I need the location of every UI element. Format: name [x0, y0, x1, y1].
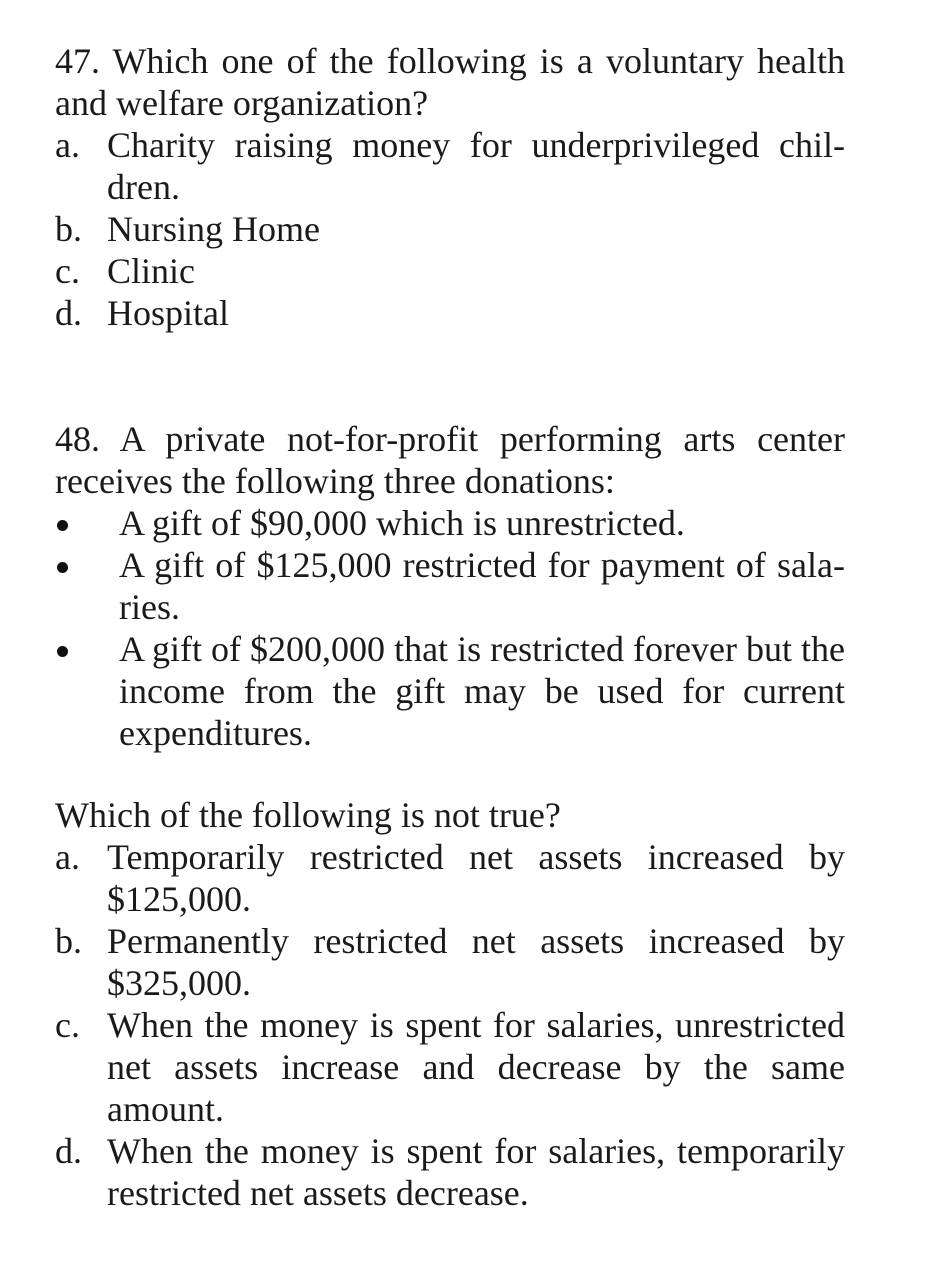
- question-48-option-a: [55, 836, 845, 920]
- donation-text: A gift of $90,000 which is unrestricted.: [119, 503, 685, 543]
- donation-item: [55, 544, 845, 628]
- option-text: Permanently restricted net assets increased by $325,000.: [107, 921, 845, 1003]
- question-48-option-c: [55, 1004, 845, 1130]
- document-page: [55, 40, 845, 1214]
- spacer: [55, 334, 845, 418]
- donation-text: A gift of $125,000 restricted for payment of sala-ries.: [119, 545, 845, 627]
- donation-text: A gift of $200,000 that is restricted forever but the income from the gift may be used for current expenditures.: [119, 629, 845, 753]
- spacer: [55, 754, 845, 794]
- question-48-sub-prompt: Which of the following is not true?: [55, 795, 561, 835]
- option-text: When the money is spent for salaries, temporarily restricted net assets decrease.: [107, 1131, 845, 1213]
- option-text: Clinic: [107, 251, 195, 291]
- question-47-prompt: 47. Which one of the following is a voluntary health and welfare organization?: [55, 41, 845, 123]
- question-47-options: [55, 124, 845, 334]
- bullet-icon: [55, 544, 119, 586]
- option-letter: b.: [55, 921, 82, 961]
- question-47-option-c: [55, 250, 845, 292]
- option-letter: d.: [55, 293, 82, 333]
- option-text: Charity raising money for underprivileged chil-dren.: [107, 125, 845, 207]
- option-text: Temporarily restricted net assets increased by $125,000.: [107, 837, 845, 919]
- question-48-option-b: [55, 920, 845, 1004]
- question-47: [55, 40, 845, 334]
- bullet-icon: [55, 502, 119, 544]
- option-letter: a.: [55, 837, 80, 877]
- option-letter: c.: [55, 251, 80, 291]
- option-text: When the money is spent for salaries, unrestricted net assets increase and decrease by the same amount.: [107, 1005, 845, 1129]
- option-letter: b.: [55, 209, 82, 249]
- option-letter: a.: [55, 125, 80, 165]
- question-48-options: [55, 836, 845, 1214]
- option-text: Nursing Home: [107, 209, 320, 249]
- donation-item: [55, 502, 845, 544]
- question-48: [55, 418, 845, 1214]
- question-48-prompt: 48. A private not-for-profit performing arts center receives the following three donations:: [55, 419, 845, 501]
- question-47-option-d: [55, 292, 845, 334]
- bullet-icon: [55, 628, 119, 670]
- option-text: Hospital: [107, 293, 229, 333]
- question-48-option-d: [55, 1130, 845, 1214]
- question-47-option-b: [55, 208, 845, 250]
- donation-list: [55, 502, 845, 754]
- question-47-option-a: [55, 124, 845, 208]
- option-letter: d.: [55, 1131, 82, 1171]
- donation-item: [55, 628, 845, 754]
- option-letter: c.: [55, 1005, 80, 1045]
